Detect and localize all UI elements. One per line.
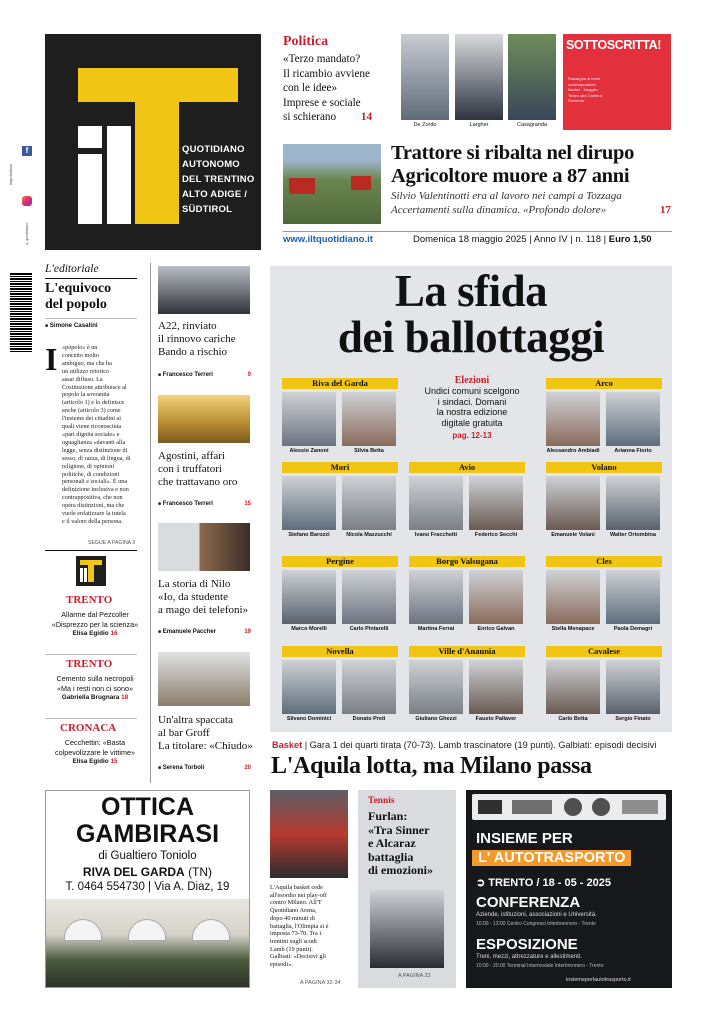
autotrasporto-conf-time: 10:00 - 13:00 Centro Congressi Interbrennero - Trento bbox=[476, 921, 596, 927]
masthead-tagline: QUOTIDIANO AUTONOMO DEL TRENTINO ALTO ADIGE / SÜDTIROL bbox=[182, 144, 255, 215]
autotrasporto-ad[interactable] bbox=[466, 790, 672, 988]
candidate-name: Stefano Barozzi bbox=[288, 532, 330, 538]
caption-largher: Largher bbox=[469, 122, 489, 128]
brief-2-section: TRENTO bbox=[66, 658, 113, 670]
photo-tennis-player bbox=[370, 890, 444, 968]
ottica-name-2: GAMBIRASI bbox=[75, 820, 220, 848]
masthead-logo-block[interactable] bbox=[45, 34, 261, 250]
candidate-photo bbox=[546, 476, 600, 530]
candidate-name: Martina Ferrai bbox=[417, 626, 455, 632]
basket-page[interactable]: A PAGINA 32-34 bbox=[300, 980, 341, 986]
photo-de-zordo bbox=[401, 34, 449, 120]
photo-ottica-storefront bbox=[46, 899, 249, 987]
lead-headline[interactable]: Trattore si ribalta nel dirupo Agricoltore muore a 87 anni bbox=[391, 142, 635, 187]
candidate-photo bbox=[282, 392, 336, 446]
candidate-name: Alessandro Ambiadi bbox=[546, 448, 600, 454]
midcol-4-title[interactable]: Un'altra spaccata al bar Groff La titolare: «Chiudo» bbox=[158, 714, 253, 752]
caption-casagranda: Casagranda bbox=[517, 122, 547, 128]
ottica-town: RIVA DEL GARDA (TN) bbox=[82, 865, 213, 879]
ottica-contact: T. 0464 554730 | Via A. Diaz, 19 bbox=[65, 881, 230, 893]
ballottaggi-title: La sfida dei ballottaggi bbox=[337, 266, 605, 362]
midcol-4-byline: ■ Serena Torboli 20 bbox=[158, 765, 251, 771]
autotrasporto-conf-sub: Aziende, istituzioni, associazioni e Università. bbox=[476, 912, 597, 918]
editoriale-dropcap: I bbox=[45, 341, 58, 377]
candidate-photo bbox=[282, 570, 336, 624]
brief-1-section: TRENTO bbox=[66, 594, 113, 606]
photo-largher bbox=[455, 34, 503, 120]
logo-t-bar bbox=[78, 68, 238, 102]
candidate-name: Carlo Betta bbox=[558, 716, 588, 722]
town-label: Avio bbox=[409, 462, 525, 473]
candidate-name: Walter Ortombina bbox=[610, 532, 656, 538]
candidate-photo bbox=[606, 392, 660, 446]
editoriale-body: «popolo» è un concetto molto ambiguo, ma che ha un utilizzo retorico assai diffuso. La Costituzione attribuisce al popolo la sovranità (articolo 1) e lo definisce anche (articolo 3) come l'insieme dei cittadini ai quali viene riconosciuta «pari dignità sociale» e uguaglianza «davanti alla legge, senza distinzione di sesso, di razza, di lingua, di religione, di opinioni politiche, di condizioni personali e sociali». È una definizione inclusiva e non contrappositiva, che non opera distinzioni, ma che vuole enfatizzare la tutela e il valore della persona. bbox=[62, 344, 131, 525]
candidate-photo bbox=[282, 660, 336, 714]
autotrasporto-url[interactable]: insiemeperlautotrasporto.it bbox=[566, 977, 631, 983]
barcode bbox=[10, 272, 32, 352]
caption-de-zordo: De Zordo bbox=[413, 122, 437, 128]
candidate-name: Nicola Mazzucchi bbox=[346, 532, 392, 538]
small-logo bbox=[76, 556, 106, 586]
midcol-2-title[interactable]: Agostini, affari con i truffatori che trattavano oro bbox=[158, 450, 238, 488]
candidate-name: Stella Menapace bbox=[551, 626, 595, 632]
brief-rule-2 bbox=[45, 718, 137, 719]
candidate-name: Ivano Fracchetti bbox=[414, 532, 458, 538]
town-label: Mori bbox=[282, 462, 398, 473]
photo-a22 bbox=[158, 266, 250, 314]
candidate-photo bbox=[606, 570, 660, 624]
autotrasporto-expo-sub: Treni, mezzi, attrezzature e allestimenti. bbox=[476, 954, 582, 960]
candidate-name: Alessio Zanoni bbox=[289, 448, 329, 454]
brief-rule-1 bbox=[45, 654, 137, 655]
ottica-name-1: OTTICA bbox=[100, 793, 195, 821]
autotrasporto-conf: CONFERENZA bbox=[476, 894, 581, 911]
basket-headline[interactable]: L'Aquila lotta, ma Milano passa bbox=[271, 753, 592, 779]
politica-headline[interactable]: «Terzo mandato? Il ricambio avviene con le idee» Imprese e sociale si schierano 14 bbox=[283, 53, 373, 124]
town-label: Cles bbox=[546, 556, 662, 567]
editoriale-continue[interactable]: SEGUE A PAGINA 3 bbox=[88, 540, 136, 546]
brief-1-title[interactable]: Allarme dal Pezcoller «Disprezzo per la scienza» Elisa Egidio 16 bbox=[51, 610, 139, 637]
logo-t-stem bbox=[135, 102, 179, 224]
tennis-box[interactable] bbox=[358, 790, 456, 988]
basket-deck-line: Basket | Gara 1 dei quarti tirata (70-73). Lamb trascinatore (19 punti). Galbiati: episodi decisivi bbox=[272, 740, 657, 750]
instagram-icon[interactable] bbox=[22, 196, 32, 206]
politica-section-label: Politica bbox=[283, 34, 329, 49]
candidate-photo bbox=[469, 570, 523, 624]
tennis-section: Tennis bbox=[368, 796, 395, 806]
midcol-1-byline: ■ Francesco Terreri 9 bbox=[158, 372, 251, 378]
town-label: Ville d'Anaunia bbox=[409, 646, 525, 657]
candidate-name: Federico Secchi bbox=[474, 532, 518, 538]
editoriale-title[interactable]: L'equivoco del popolo bbox=[45, 281, 112, 312]
photo-nilo bbox=[158, 523, 250, 571]
town-label: Volano bbox=[546, 462, 662, 473]
town-label: Arco bbox=[546, 378, 662, 389]
date-issue: Domenica 18 maggio 2025 | Anno IV | n. 118 | Euro 1,50 bbox=[413, 234, 652, 245]
candidate-name: Sergio Finato bbox=[615, 716, 651, 722]
sottoscritta-ad-title: SOTTOSCRITTA! bbox=[566, 38, 662, 52]
logo-l-stem bbox=[107, 126, 131, 224]
logo-i-dot bbox=[78, 126, 102, 148]
candidate-name: Paola Demagri bbox=[613, 626, 653, 632]
tennis-title: Furlan: «Tra Sinner e Alcaraz battaglia di emozioni» bbox=[368, 809, 433, 877]
candidate-name: Silvia Betta bbox=[354, 448, 384, 454]
arrow-right-icon: ➲ bbox=[476, 877, 486, 889]
town-label: Borgo Valsugana bbox=[409, 556, 525, 567]
candidate-name: Emanuele Volani bbox=[551, 532, 595, 538]
candidate-photo bbox=[342, 660, 396, 714]
candidate-photo bbox=[342, 392, 396, 446]
photo-gold-bars bbox=[158, 395, 250, 443]
ballottaggi-panel[interactable] bbox=[270, 266, 672, 732]
sponsor-logos bbox=[472, 794, 666, 820]
midcol-3-byline: ■ Emanuele Paccher 19 bbox=[158, 629, 251, 635]
candidate-name: Arianna Fiorio bbox=[614, 448, 652, 454]
candidate-name: Fausto Pallaver bbox=[475, 716, 517, 722]
candidate-photo bbox=[469, 476, 523, 530]
candidate-name: Giuliano Ghezzi bbox=[415, 716, 457, 722]
facebook-icon[interactable]: f bbox=[22, 146, 32, 156]
logo-i-stem bbox=[78, 154, 102, 224]
photo-basket-game bbox=[270, 790, 348, 878]
town-label: Cavalese bbox=[546, 646, 662, 657]
candidate-photo bbox=[606, 476, 660, 530]
ottica-gambirasi-ad[interactable] bbox=[45, 790, 250, 988]
candidate-photo bbox=[469, 660, 523, 714]
ottica-by: di Gualtiero Toniolo bbox=[98, 850, 197, 862]
autotrasporto-expo: ESPOSIZIONE bbox=[476, 936, 578, 953]
site-url[interactable]: www.iltquotidiano.it bbox=[283, 234, 373, 245]
candidate-photo bbox=[342, 476, 396, 530]
candidate-photo bbox=[546, 392, 600, 446]
candidate-photo bbox=[546, 660, 600, 714]
midcol-1-title[interactable]: A22, rinviato il rinnovo cariche Bando a rischio bbox=[158, 320, 236, 358]
elezioni-box[interactable]: Elezioni Undici comuni scelgono i sindaci. Domani la nostra edizione digitale gratuita pag. 12-13 bbox=[424, 375, 520, 441]
town-label: Riva del Garda bbox=[282, 378, 398, 389]
midcol-2-byline: ■ Francesco Terreri 15 bbox=[158, 501, 251, 507]
midcol-3-title[interactable]: La storia di Nilo «Io, da studente a mago dei telefoni» bbox=[158, 578, 249, 616]
midcol-divider bbox=[150, 263, 151, 783]
social-facebook-handle: iltquotidiano bbox=[8, 163, 13, 185]
candidate-photo bbox=[282, 476, 336, 530]
photo-tractor-accident bbox=[283, 144, 381, 224]
lead-deck: Silvio Valentinotti era al lavoro nei campi a Tozzaga Accertamenti sulla dinamica. «Profondo dolore» 17 bbox=[391, 190, 671, 216]
candidate-photo bbox=[546, 570, 600, 624]
editoriale-kicker: L'editoriale bbox=[45, 263, 99, 275]
candidate-photo bbox=[409, 570, 463, 624]
candidate-photo bbox=[342, 570, 396, 624]
editoriale-byline: ■ Simone Casalini bbox=[45, 322, 98, 329]
social-instagram-handle: il_quotidiano bbox=[24, 222, 29, 245]
basket-body: L'Aquila basket cede all'esordio nei play-off contro Milano. All'T Quotidiano Arena, dopo 40 minuti di battaglia, l'Olimpia si è imposta 73-70. Tra i trentini sugli scudi Lamb (19 punti). Galbiati: «Decisivi gli episodi». bbox=[270, 884, 329, 969]
editoriale-rule-2 bbox=[45, 318, 137, 319]
candidate-photo bbox=[606, 660, 660, 714]
candidate-name: Enrico Galvan bbox=[477, 626, 515, 632]
sottoscritta-ad-text: Rassegna al bene contemporaneo Martini · Mugglio Teatro alla Cartiera Rovereto bbox=[568, 76, 602, 104]
autotrasporto-title-2: L' AUTOTRASPORTO bbox=[472, 850, 631, 866]
autotrasporto-date: ➲ TRENTO / 18 - 05 - 2025 bbox=[476, 877, 611, 889]
autotrasporto-title-1: INSIEME PER bbox=[476, 830, 573, 847]
photo-casagranda bbox=[508, 34, 556, 120]
editoriale-rule bbox=[45, 278, 137, 279]
candidate-photo bbox=[409, 660, 463, 714]
town-label: Pergine bbox=[282, 556, 398, 567]
autotrasporto-expo-time: 10:00 - 20:00 Terminal Intermodale Interbrennero - Trento bbox=[476, 963, 604, 969]
candidate-name: Carlo Pintarelli bbox=[349, 626, 389, 632]
candidate-name: Silvano Dominici bbox=[286, 716, 332, 722]
brief-2-title[interactable]: Cemento sulla necropoli «Ma i resti non ci sono» Gabriella Brugnara 18 bbox=[56, 674, 134, 701]
editoriale-rule-3 bbox=[45, 550, 137, 551]
photo-bar-groff bbox=[158, 652, 250, 706]
town-label: Novella bbox=[282, 646, 398, 657]
candidate-name: Marco Morelli bbox=[291, 626, 327, 632]
brief-3-title[interactable]: Cecchettin: «Basta colpevolizzare le vittime» Elisa Egidio 15 bbox=[55, 738, 135, 765]
candidate-photo bbox=[409, 476, 463, 530]
sottoscritta-ad[interactable] bbox=[563, 34, 671, 130]
brief-3-section: CRONACA bbox=[60, 722, 117, 734]
masthead-rule bbox=[283, 231, 672, 232]
candidate-name: Donato Preti bbox=[352, 716, 386, 722]
tennis-page: A PAGINA 23 bbox=[398, 973, 431, 979]
